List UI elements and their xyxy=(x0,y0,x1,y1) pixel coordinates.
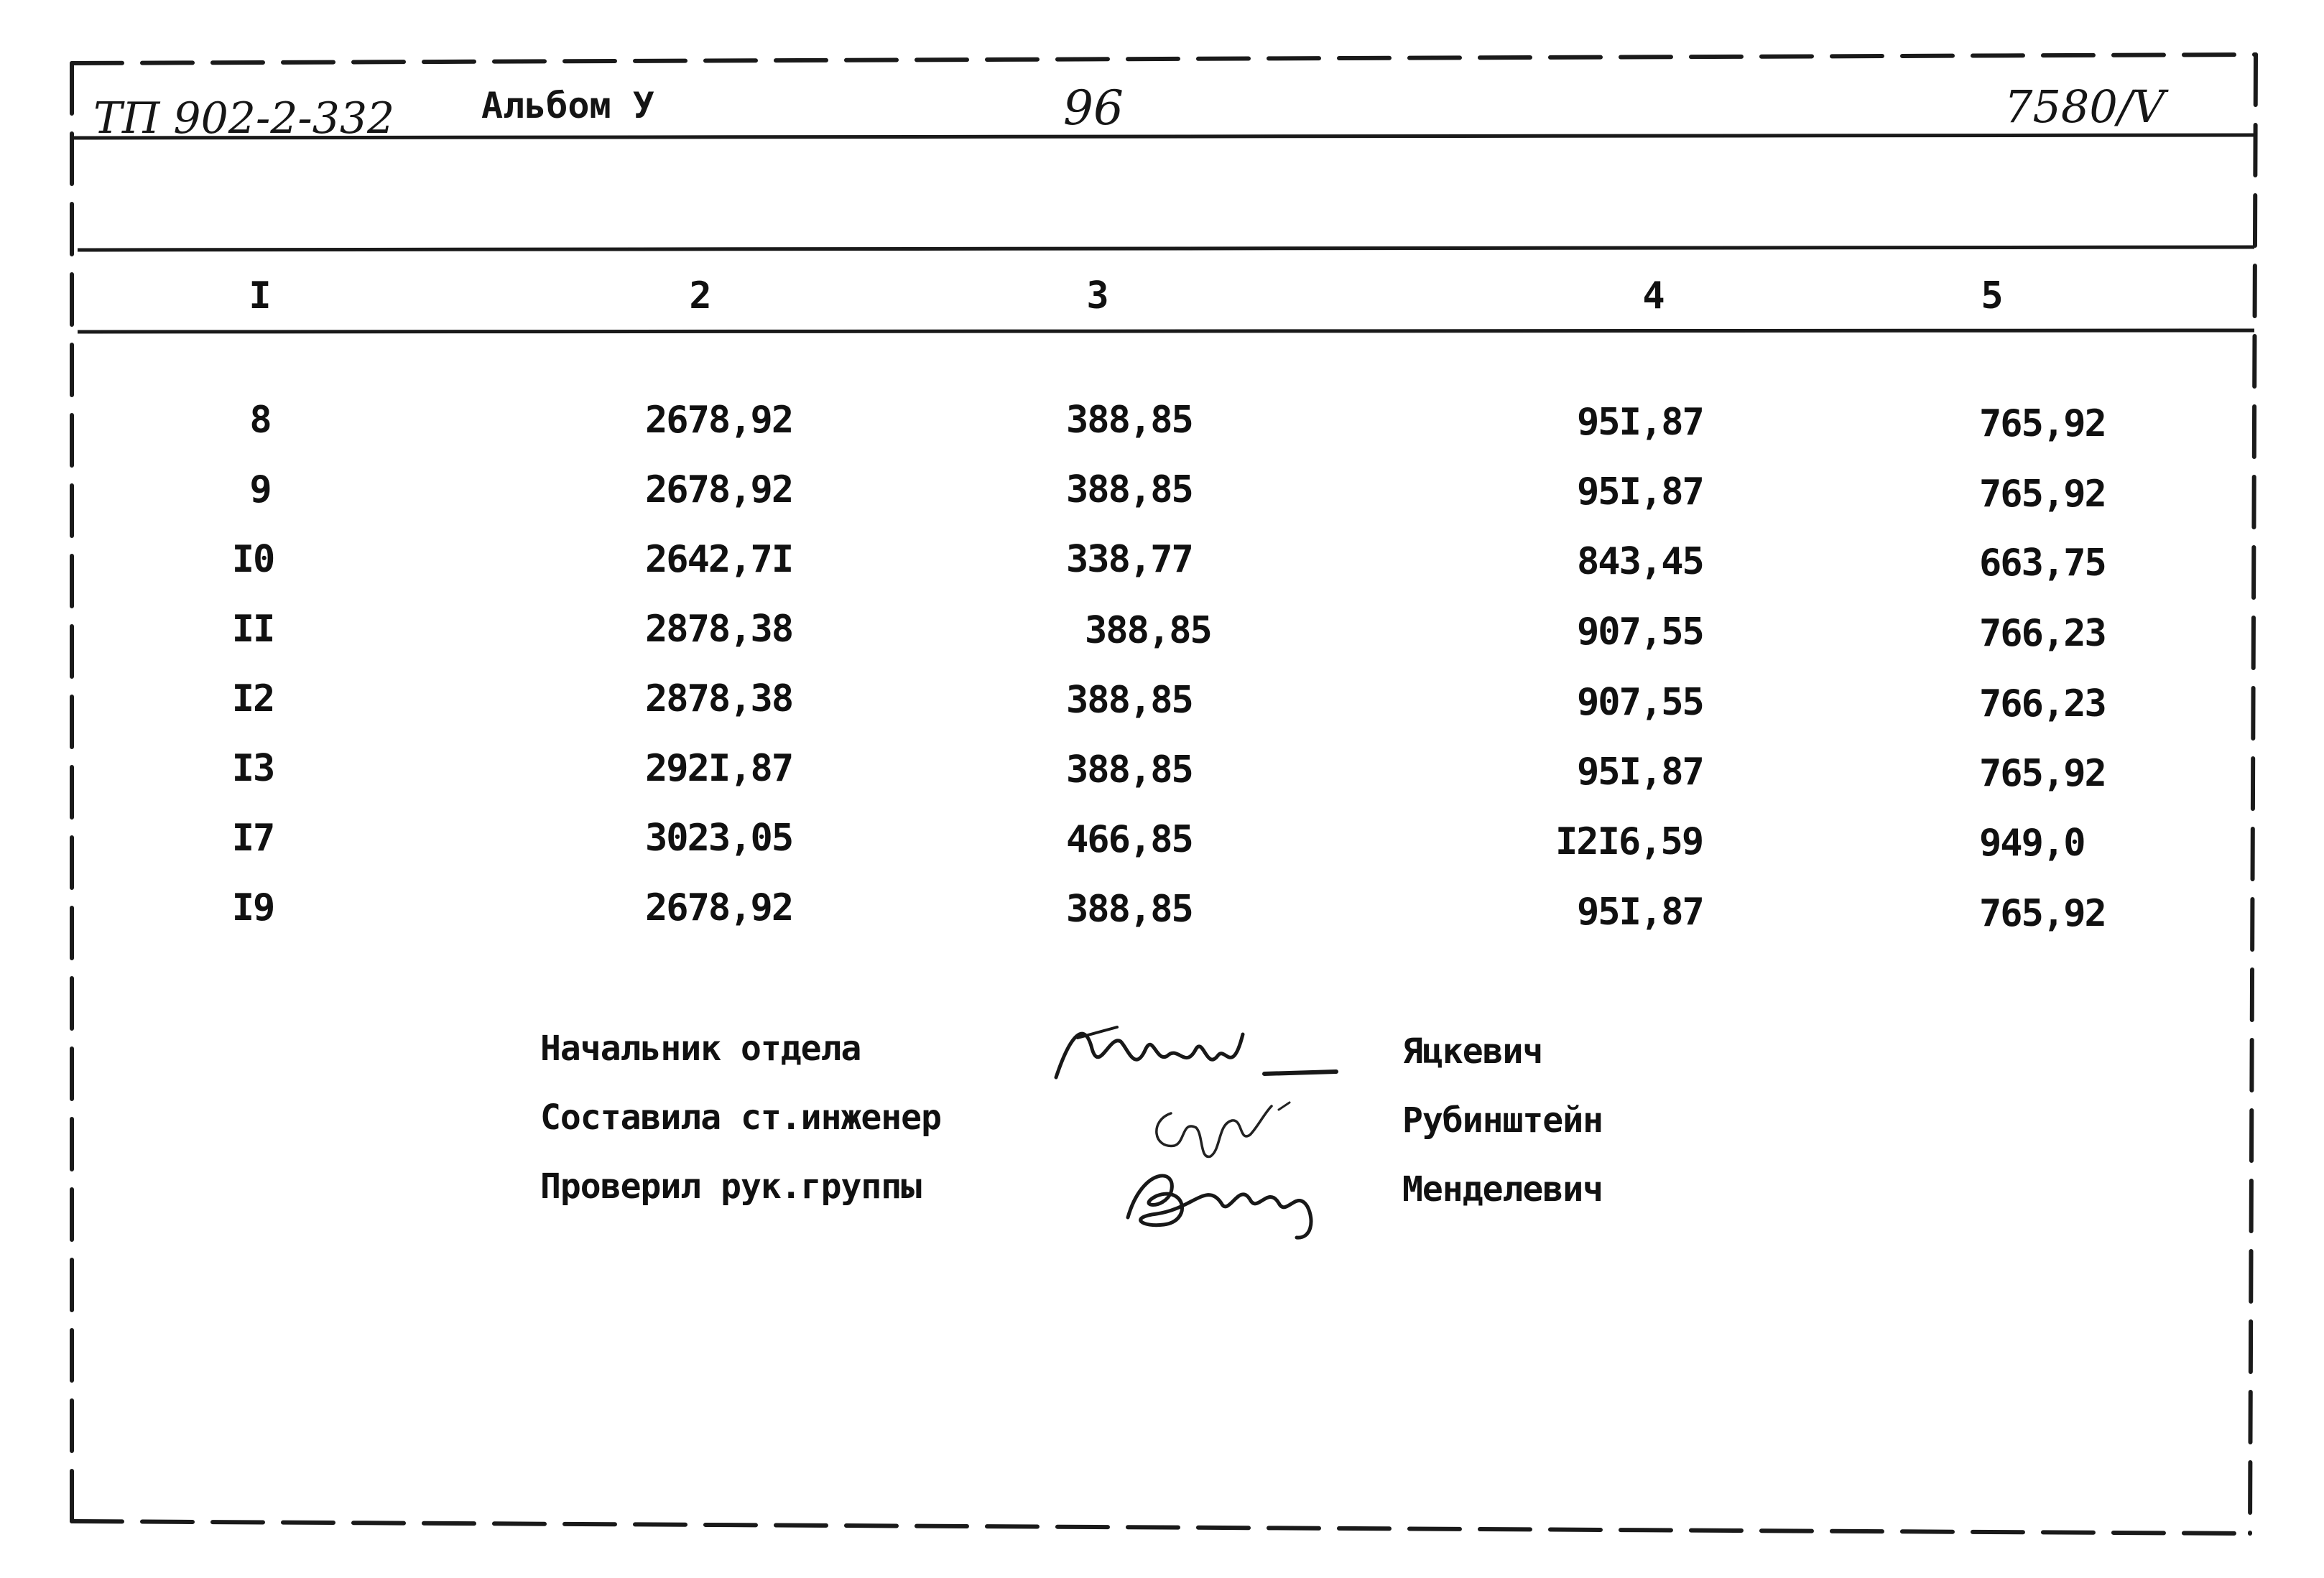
signature-title: Составила ст.инженер xyxy=(540,1097,941,1138)
table-head-rule xyxy=(78,330,2254,332)
row-number: I0 xyxy=(231,538,274,581)
sheet-number: 7580/V xyxy=(2004,80,2165,133)
cell-col2: 2878,38 xyxy=(645,677,793,720)
signature-name: Яцкевич xyxy=(1402,1031,1543,1072)
row-number: I7 xyxy=(231,817,274,860)
cell-col3: 338,77 xyxy=(1066,538,1193,581)
cell-col5: 765,92 xyxy=(1979,892,2106,935)
col-header-2: 2 xyxy=(689,274,712,317)
signature-scribble xyxy=(1114,1153,1329,1246)
page-number: 96 xyxy=(1063,80,1124,136)
project-code: ТП 902-2-332 xyxy=(93,93,395,144)
signature-name: Рубинштейн xyxy=(1402,1100,1603,1141)
cell-col4: 95I,87 xyxy=(1577,891,1703,934)
cell-col2: 2642,7I xyxy=(645,538,793,581)
cell-col4: 907,55 xyxy=(1577,681,1703,724)
table-top-rule xyxy=(78,247,2254,250)
cell-col2: 2678,92 xyxy=(645,399,793,442)
cell-col4: 95I,87 xyxy=(1577,470,1703,514)
row-number: 9 xyxy=(249,468,271,511)
cell-col3: 388,85 xyxy=(1066,888,1193,931)
cell-col5: 765,92 xyxy=(1979,402,2106,445)
signature-title: Начальник отдела xyxy=(540,1029,861,1069)
cell-col3: 388,85 xyxy=(1066,679,1193,722)
col-header-5: 5 xyxy=(1981,274,2004,317)
cell-col3: 388,85 xyxy=(1066,748,1193,792)
row-number: II xyxy=(231,608,274,651)
row-number: 8 xyxy=(249,399,271,442)
cell-col3: 466,85 xyxy=(1066,818,1193,861)
cell-col2: 292I,87 xyxy=(645,747,793,790)
cell-col4: 95I,87 xyxy=(1577,401,1703,444)
album-label: Альбом У xyxy=(481,85,654,126)
row-number: I9 xyxy=(231,886,274,929)
col-header-1: I xyxy=(249,274,272,317)
cell-col4: 907,55 xyxy=(1577,611,1703,654)
cell-col5: 663,75 xyxy=(1979,542,2106,585)
cell-col2: 2878,38 xyxy=(645,608,793,651)
frame-bottom xyxy=(72,1521,2249,1533)
cell-col2: 2678,92 xyxy=(645,886,793,929)
cell-col5: 766,23 xyxy=(1979,612,2106,655)
cell-col2: 2678,92 xyxy=(645,468,793,511)
cell-col5: 765,92 xyxy=(1979,473,2106,516)
cell-col5: 765,92 xyxy=(1979,752,2106,795)
cell-col3: 388,85 xyxy=(1066,399,1193,442)
cell-col4: 843,45 xyxy=(1577,540,1703,583)
row-number: I3 xyxy=(231,747,274,790)
cell-col5: 949,0 xyxy=(1979,822,2085,865)
signature-scribble xyxy=(1049,1006,1351,1099)
header-rule xyxy=(73,135,2256,138)
cell-col4: 95I,87 xyxy=(1577,751,1703,794)
cell-col3: 388,85 xyxy=(1066,468,1193,511)
frame-top xyxy=(72,55,2256,63)
col-header-3: 3 xyxy=(1086,274,1109,317)
signature-name: Менделевич xyxy=(1402,1169,1603,1210)
row-number: I2 xyxy=(231,677,274,720)
cell-col3: 388,85 xyxy=(1085,609,1211,652)
signature-title: Проверил рук.группы xyxy=(540,1166,922,1207)
cell-col2: 3023,05 xyxy=(645,817,793,860)
cell-col4: I2I6,59 xyxy=(1555,820,1703,863)
col-header-4: 4 xyxy=(1642,274,1665,317)
frame-right xyxy=(2250,55,2256,1533)
cell-col5: 766,23 xyxy=(1979,682,2106,725)
